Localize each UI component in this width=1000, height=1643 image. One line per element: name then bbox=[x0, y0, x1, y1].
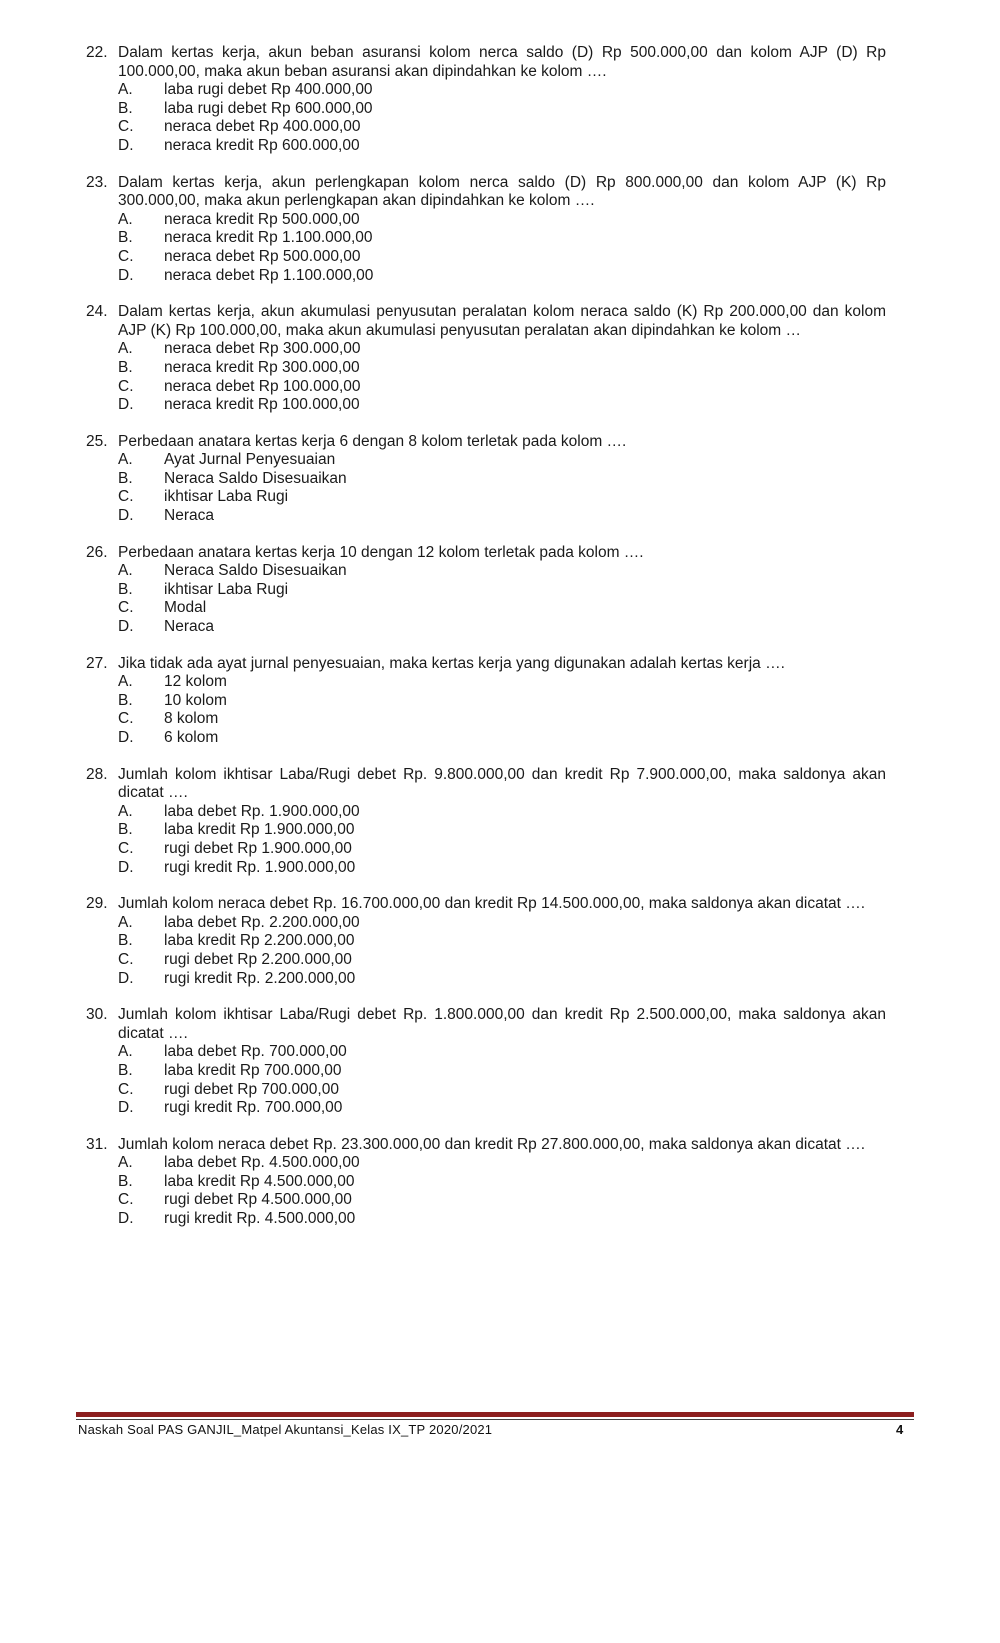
option-letter: A. bbox=[118, 1043, 133, 1061]
option-text: 6 kolom bbox=[164, 729, 219, 746]
option-letter: C. bbox=[118, 950, 134, 968]
question-body bbox=[118, 766, 886, 878]
question-number: 25. bbox=[86, 432, 108, 450]
option-text: neraca kredit Rp 600.000,00 bbox=[164, 136, 360, 154]
option-letter: D. bbox=[118, 969, 134, 987]
option-text: Ayat Jurnal Penyesuaian bbox=[164, 451, 336, 469]
option-letter: C. bbox=[118, 599, 134, 617]
option-text: laba kredit Rp 2.200.000,00 bbox=[164, 932, 355, 950]
option-text: laba debet Rp. 1.900.000,00 bbox=[164, 802, 360, 820]
option-letter: C. bbox=[118, 377, 134, 395]
option-text: Modal bbox=[164, 599, 207, 617]
answer-option bbox=[118, 1173, 886, 1192]
question-number: 29. bbox=[86, 895, 108, 913]
option-letter: C. bbox=[118, 839, 134, 857]
answer-option bbox=[118, 951, 886, 970]
question-item bbox=[86, 433, 886, 526]
question-text: Jika tidak ada ayat jurnal penyesuaian, maka kertas kerja yang digunakan adalah kertas kerja …. bbox=[118, 654, 785, 672]
option-letter: B. bbox=[118, 580, 133, 598]
option-letter: D. bbox=[118, 1210, 134, 1228]
question-text: Dalam kertas kerja, akun akumulasi penyusutan peralatan kolom neraca saldo (K) Rp 200.000,00 dan kolom AJP (K) Rp 100.000,00, maka akun akumulasi penyusutan peralatan akan dipindahkan ke kolom … bbox=[118, 303, 886, 339]
option-text: neraca kredit Rp 100.000,00 bbox=[164, 396, 360, 414]
option-letter: A. bbox=[118, 673, 133, 691]
question-number: 23. bbox=[86, 173, 108, 191]
answer-option bbox=[118, 673, 886, 692]
answer-option bbox=[118, 562, 886, 581]
question-body bbox=[118, 433, 886, 526]
question-item bbox=[86, 544, 886, 637]
question-number: 26. bbox=[86, 543, 108, 561]
option-text: ikhtisar Laba Rugi bbox=[164, 488, 289, 506]
question-number: 22. bbox=[86, 44, 108, 61]
option-text: neraca kredit Rp 500.000,00 bbox=[164, 210, 360, 228]
option-letter: A. bbox=[118, 451, 133, 469]
option-letter: C. bbox=[118, 710, 134, 728]
question-item bbox=[86, 1136, 886, 1229]
option-text: Neraca bbox=[164, 618, 214, 636]
question-text: Jumlah kolom ikhtisar Laba/Rugi debet Rp. 9.800.000,00 dan kredit Rp 7.900.000,00, maka saldonya akan dicatat …. bbox=[118, 765, 886, 802]
option-letter: A. bbox=[118, 210, 133, 228]
question-body bbox=[118, 655, 886, 748]
option-text: 10 kolom bbox=[164, 691, 227, 709]
question-number: 31. bbox=[86, 1135, 108, 1153]
option-text: 12 kolom bbox=[164, 673, 227, 691]
option-text: 8 kolom bbox=[164, 710, 219, 728]
option-letter: C. bbox=[118, 1080, 134, 1098]
answer-option bbox=[118, 340, 886, 359]
option-letter: D. bbox=[118, 729, 134, 746]
option-letter: A. bbox=[118, 802, 133, 820]
option-text: rugi debet Rp 2.200.000,00 bbox=[164, 950, 352, 968]
option-letter: A. bbox=[118, 913, 133, 931]
answer-option bbox=[118, 100, 886, 119]
option-letter: B. bbox=[118, 691, 133, 709]
question-list bbox=[86, 44, 886, 1247]
option-text: neraca debet Rp 500.000,00 bbox=[164, 247, 361, 265]
answer-option bbox=[118, 840, 886, 859]
answer-option bbox=[118, 710, 886, 729]
question-text: Dalam kertas kerja, akun beban asuransi kolom nerca saldo (D) Rp 500.000,00 dan kolom AJP (D) Rp 100.000,00, maka akun beban asuransi akan dipindahkan ke kolom …. bbox=[118, 44, 886, 80]
option-text: rugi kredit Rp. 2.200.000,00 bbox=[164, 969, 356, 987]
question-body bbox=[118, 1136, 886, 1229]
answer-option bbox=[118, 137, 886, 156]
answer-option bbox=[118, 729, 886, 748]
answer-option bbox=[118, 599, 886, 618]
question-text: Perbedaan anatara kertas kerja 10 dengan 12 kolom terletak pada kolom …. bbox=[118, 543, 644, 561]
option-letter: D. bbox=[118, 266, 134, 284]
answer-option bbox=[118, 1191, 886, 1210]
option-text: rugi debet Rp 700.000,00 bbox=[164, 1080, 339, 1098]
answer-option bbox=[118, 1154, 886, 1173]
answer-option bbox=[118, 211, 886, 230]
answer-option bbox=[118, 581, 886, 600]
option-text: laba kredit Rp 1.900.000,00 bbox=[164, 821, 355, 839]
option-letter: A. bbox=[118, 340, 133, 358]
option-letter: B. bbox=[118, 469, 133, 487]
footer-title: Naskah Soal PAS GANJIL_Matpel Akuntansi_Kelas IX_TP 2020/2021 bbox=[78, 1422, 493, 1437]
answer-option bbox=[118, 932, 886, 951]
option-text: Neraca bbox=[164, 507, 214, 525]
option-letter: B. bbox=[118, 932, 133, 950]
option-text: rugi debet Rp 4.500.000,00 bbox=[164, 1191, 352, 1209]
option-text: neraca debet Rp 100.000,00 bbox=[164, 377, 361, 395]
question-item bbox=[86, 1006, 886, 1118]
question-text: Jumlah kolom neraca debet Rp. 16.700.000,00 dan kredit Rp 14.500.000,00, maka saldonya akan dicatat …. bbox=[118, 895, 866, 913]
option-text: neraca kredit Rp 1.100.000,00 bbox=[164, 229, 373, 247]
option-letter: C. bbox=[118, 247, 134, 265]
page-number: 4 bbox=[896, 1422, 904, 1437]
option-letter: B. bbox=[118, 1061, 133, 1079]
option-text: rugi kredit Rp. 1.900.000,00 bbox=[164, 858, 356, 876]
option-text: neraca debet Rp 300.000,00 bbox=[164, 340, 361, 358]
option-text: laba debet Rp. 700.000,00 bbox=[164, 1043, 347, 1061]
option-text: neraca kredit Rp 300.000,00 bbox=[164, 358, 360, 376]
option-letter: C. bbox=[118, 488, 134, 506]
question-item bbox=[86, 174, 886, 286]
answer-option bbox=[118, 1081, 886, 1100]
answer-option bbox=[118, 1099, 886, 1118]
option-letter: B. bbox=[118, 358, 133, 376]
option-text: rugi kredit Rp. 4.500.000,00 bbox=[164, 1210, 356, 1228]
answer-option bbox=[118, 267, 886, 286]
option-text: laba kredit Rp 4.500.000,00 bbox=[164, 1172, 355, 1190]
answer-option bbox=[118, 1043, 886, 1062]
question-text: Dalam kertas kerja, akun perlengkapan kolom nerca saldo (D) Rp 800.000,00 dan kolom AJP (K) Rp 300.000,00, maka akun perlengkapan akan dipindahkan ke kolom …. bbox=[118, 173, 886, 210]
question-body bbox=[118, 44, 886, 156]
option-text: laba rugi debet Rp 600.000,00 bbox=[164, 99, 373, 117]
footer-divider-thin bbox=[76, 1419, 914, 1420]
answer-option bbox=[118, 618, 886, 637]
answer-option bbox=[118, 970, 886, 989]
question-item bbox=[86, 766, 886, 878]
question-text: Perbedaan anatara kertas kerja 6 dengan 8 kolom terletak pada kolom …. bbox=[118, 432, 627, 450]
question-number: 24. bbox=[86, 303, 108, 321]
answer-option bbox=[118, 451, 886, 470]
question-number: 30. bbox=[86, 1006, 108, 1024]
question-number: 27. bbox=[86, 654, 108, 672]
option-text: laba debet Rp. 4.500.000,00 bbox=[164, 1154, 360, 1172]
option-text: rugi debet Rp 1.900.000,00 bbox=[164, 839, 352, 857]
answer-option bbox=[118, 470, 886, 489]
answer-option bbox=[118, 359, 886, 378]
answer-option bbox=[118, 1062, 886, 1081]
answer-option bbox=[118, 378, 886, 397]
question-text: Jumlah kolom ikhtisar Laba/Rugi debet Rp. 1.800.000,00 dan kredit Rp 2.500.000,00, maka saldonya akan dicatat …. bbox=[118, 1006, 886, 1042]
question-item bbox=[86, 44, 886, 156]
answer-option bbox=[118, 692, 886, 711]
question-body bbox=[118, 174, 886, 286]
option-text: laba rugi debet Rp 400.000,00 bbox=[164, 81, 373, 99]
answer-option bbox=[118, 396, 886, 415]
answer-option bbox=[118, 821, 886, 840]
answer-option bbox=[118, 859, 886, 878]
answer-option bbox=[118, 488, 886, 507]
option-letter: B. bbox=[118, 229, 133, 247]
option-letter: D. bbox=[118, 396, 134, 414]
option-letter: D. bbox=[118, 618, 134, 636]
option-letter: A. bbox=[118, 1154, 133, 1172]
answer-option bbox=[118, 229, 886, 248]
option-letter: B. bbox=[118, 1172, 133, 1190]
option-letter: C. bbox=[118, 1191, 134, 1209]
option-letter: D. bbox=[118, 507, 134, 525]
answer-option bbox=[118, 914, 886, 933]
question-item bbox=[86, 895, 886, 988]
option-letter: A. bbox=[118, 81, 133, 99]
option-text: rugi kredit Rp. 700.000,00 bbox=[164, 1099, 343, 1117]
option-letter: D. bbox=[118, 136, 134, 154]
option-letter: D. bbox=[118, 1099, 134, 1117]
question-body bbox=[118, 895, 886, 988]
question-item bbox=[86, 303, 886, 415]
answer-option bbox=[118, 118, 886, 137]
answer-option bbox=[118, 803, 886, 822]
answer-option bbox=[118, 248, 886, 267]
answer-option bbox=[118, 81, 886, 100]
option-text: ikhtisar Laba Rugi bbox=[164, 580, 289, 598]
question-body bbox=[118, 544, 886, 637]
question-number: 28. bbox=[86, 765, 108, 783]
question-body bbox=[118, 1006, 886, 1118]
question-text: Jumlah kolom neraca debet Rp. 23.300.000,00 dan kredit Rp 27.800.000,00, maka saldonya akan dicatat …. bbox=[118, 1135, 866, 1153]
option-letter: C. bbox=[118, 118, 134, 136]
option-text: Neraca Saldo Disesuaikan bbox=[164, 469, 347, 487]
option-text: Neraca Saldo Disesuaikan bbox=[164, 562, 347, 580]
option-text: neraca debet Rp 1.100.000,00 bbox=[164, 266, 374, 284]
option-letter: A. bbox=[118, 562, 133, 580]
question-body bbox=[118, 303, 886, 415]
option-letter: D. bbox=[118, 858, 134, 876]
answer-option bbox=[118, 1210, 886, 1229]
option-text: neraca debet Rp 400.000,00 bbox=[164, 118, 361, 136]
option-text: laba debet Rp. 2.200.000,00 bbox=[164, 913, 360, 931]
option-text: laba kredit Rp 700.000,00 bbox=[164, 1061, 342, 1079]
answer-option bbox=[118, 507, 886, 526]
option-letter: B. bbox=[118, 821, 133, 839]
option-letter: B. bbox=[118, 99, 133, 117]
footer-divider bbox=[76, 1412, 914, 1417]
question-item bbox=[86, 655, 886, 748]
